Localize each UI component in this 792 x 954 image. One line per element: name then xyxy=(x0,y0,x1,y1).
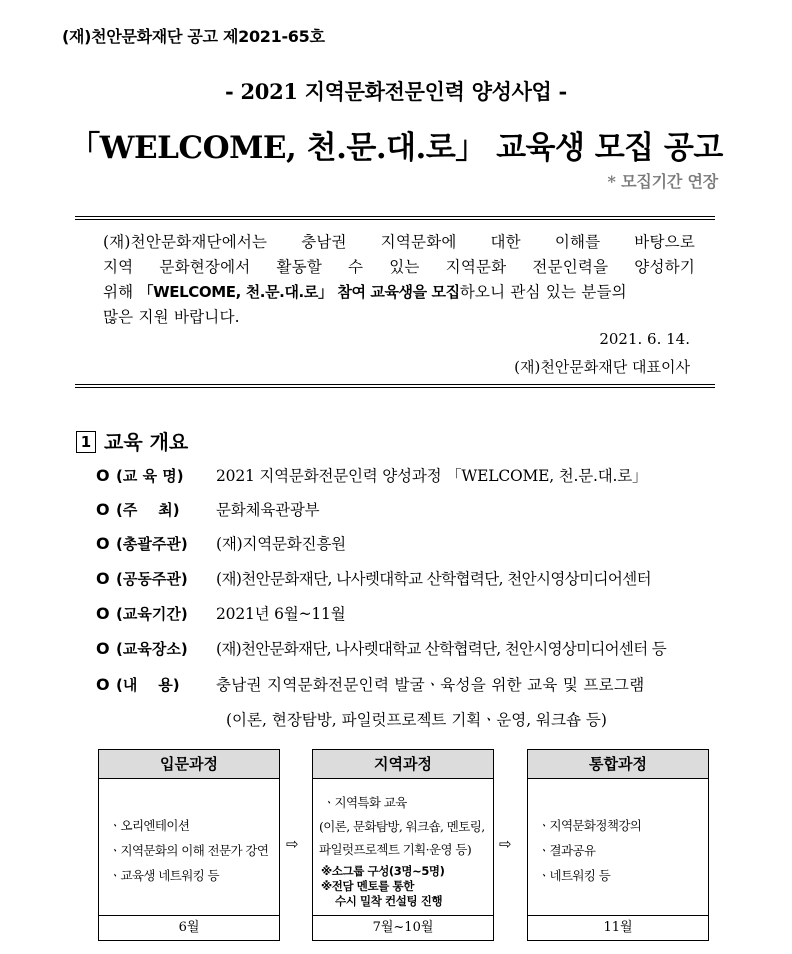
intro-line-1: (재)천안문화재단에서는 충남권 지역문화에 대한 이해를 바탕으로 xyxy=(103,233,695,251)
intro-line-2: 지역 문화현장에서 활동할 수 있는 지역문화 전문인력을 양성하기 xyxy=(103,258,695,276)
stage-period: 11월 xyxy=(528,915,708,940)
arrow-right-icon: ⇨ xyxy=(286,835,299,853)
item-value: 2021년 6월~11월 xyxy=(216,605,346,623)
intro-line-3-post: 하오니 관심 있는 분들의 xyxy=(459,283,627,301)
stage-note: ※전담 멘토를 통한 xyxy=(321,879,414,893)
stage-box-regional xyxy=(312,749,494,941)
item-marker: O xyxy=(96,675,110,694)
item-label: (교육장소) xyxy=(116,640,188,658)
item-marker: O xyxy=(96,569,110,588)
intro-line-4: 많은 지원 바랍니다. xyxy=(103,308,240,326)
stage-line: ㆍ오리엔테이션 xyxy=(109,818,190,833)
stage-note: ※소그룹 구성(3명~5명) xyxy=(321,864,445,878)
section-number: 1 xyxy=(76,431,96,453)
item-content xyxy=(96,673,644,695)
item-value: (재)천안문화재단, 나사렛대학교 산학협력단, 천안시영상미디어센터 등 xyxy=(216,640,666,658)
stage-box-intro xyxy=(98,749,280,941)
item-marker: O xyxy=(96,500,110,519)
stage-body xyxy=(99,779,279,915)
item-marker: O xyxy=(96,639,110,658)
stage-body xyxy=(528,779,708,915)
item-label: (주 최) xyxy=(116,501,180,519)
stage-period: 6월 xyxy=(99,915,279,940)
stage-body xyxy=(313,779,493,915)
stage-line: ㆍ지역특화 교육 xyxy=(323,795,407,810)
stage-line: ㆍ교육생 네트워킹 등 xyxy=(109,868,220,883)
stage-line: 파일럿프로젝트 기획·운영 등) xyxy=(319,842,472,857)
item-marker: O xyxy=(96,534,110,553)
stage-period: 7월~10월 xyxy=(313,915,493,940)
item-venue xyxy=(96,637,666,659)
stage-line: ㆍ네트워킹 등 xyxy=(538,868,611,883)
item-value: (재)지역문화진흥원 xyxy=(216,535,346,553)
extension-note: * 모집기간 연장 xyxy=(607,172,718,191)
notice-signature: (재)천안문화재단 대표이사 xyxy=(514,358,690,376)
item-label: (교육기간) xyxy=(116,605,188,623)
item-value: 2021 지역문화전문인력 양성과정 「WELCOME, 천.문.대.로」 xyxy=(216,467,648,485)
intro-line-3-pre: 위해 xyxy=(103,283,139,301)
intro-line-3 xyxy=(103,280,695,305)
item-value: (재)천안문화재단, 나사렛대학교 산학협력단, 천안시영상미디어센터 xyxy=(216,570,651,588)
stage-title: 입문과정 xyxy=(99,750,279,779)
notice-number: (재)천안문화재단 공고 제2021-65호 xyxy=(62,27,325,46)
item-marker: O xyxy=(96,604,110,623)
stage-line: ㆍ결과공유 xyxy=(538,843,596,858)
item-label: (교 육 명) xyxy=(116,467,184,485)
notice-date: 2021. 6. 14. xyxy=(599,330,690,348)
item-co-organizer xyxy=(96,567,651,589)
item-general-organizer xyxy=(96,532,346,554)
document-title: 「WELCOME, 천.문.대.로」 교육생 모집 공고 xyxy=(69,130,723,166)
stage-line: ㆍ지역문화의 이해 전문가 강연 xyxy=(109,843,269,858)
document-subtitle: - 2021 지역문화전문인력 양성사업 - xyxy=(225,79,567,104)
content-detail: (이론, 현장탐방, 파일럿프로젝트 기획ㆍ운영, 워크숍 등) xyxy=(226,711,607,729)
stage-box-integrated xyxy=(527,749,709,941)
stage-title: 통합과정 xyxy=(528,750,708,779)
intro-paragraph xyxy=(103,230,695,330)
stage-line: (이론, 문화탐방, 워크숍, 멘토링, xyxy=(319,819,485,834)
item-period xyxy=(96,602,345,624)
item-label: (총괄주관) xyxy=(116,535,188,553)
item-marker: O xyxy=(96,466,110,485)
stage-title: 지역과정 xyxy=(313,750,493,779)
item-label: (공동주관) xyxy=(116,570,188,588)
section-title: 교육 개요 xyxy=(104,430,189,454)
item-label: (내 용) xyxy=(116,676,180,694)
arrow-right-icon: ⇨ xyxy=(499,835,512,853)
intro-line-3-bold: 「WELCOME, 천.문.대.로」 참여 교육생을 모집 xyxy=(138,283,460,301)
item-value: 문화체육관광부 xyxy=(216,501,320,519)
section-heading xyxy=(76,426,188,455)
item-host xyxy=(96,498,319,520)
item-course-name xyxy=(96,464,647,486)
stage-note: 수시 밀착 컨설팅 진행 xyxy=(335,894,443,908)
item-value: 충남권 지역문화전문인력 발굴ㆍ육성을 위한 교육 및 프로그램 xyxy=(216,676,645,694)
divider-bottom xyxy=(75,384,715,388)
stage-line: ㆍ지역문화정책강의 xyxy=(538,818,642,833)
divider-top xyxy=(75,216,715,220)
